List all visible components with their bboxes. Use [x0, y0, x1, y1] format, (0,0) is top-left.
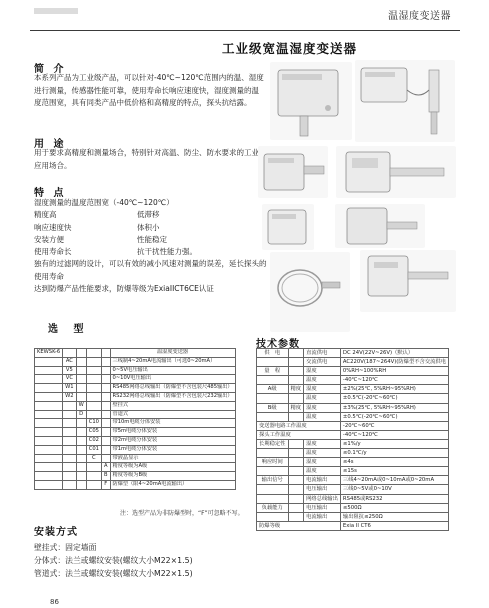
spec-label: 负载能力 [257, 503, 289, 512]
spec-parameter: 湿度 [304, 458, 341, 467]
spec-value: ±2%(25℃, 5%RH~95%RH) [340, 385, 448, 394]
selection-code: C10 [86, 419, 101, 428]
feature-item: 性能稳定 [137, 234, 167, 244]
selection-code [35, 410, 63, 419]
cable-probe-photo [270, 252, 350, 332]
feature-item: 体积小 [137, 222, 160, 232]
spec-label [257, 512, 289, 521]
spec-parameter: 温度 [304, 394, 341, 403]
spec-row [257, 494, 449, 503]
spec-parameter: 温度 [304, 449, 341, 458]
spec-row [257, 439, 449, 448]
feature-item: 低滞移 [137, 210, 160, 220]
selection-code [63, 401, 76, 410]
selection-code: W1 [63, 384, 76, 393]
spec-value: -40℃~120℃ [340, 376, 448, 385]
spec-value: ±0.5℃(-20℃~60℃) [340, 412, 448, 421]
spec-label [288, 512, 304, 521]
spec-value: AC220V(187~264V)(防爆型不含交流供电 [340, 358, 448, 367]
spec-label [257, 449, 289, 458]
selection-code [63, 436, 76, 445]
selection-code [86, 375, 101, 384]
selection-code [35, 454, 63, 463]
selection-code: C01 [86, 445, 101, 454]
feature-row [34, 209, 270, 221]
spec-label [288, 485, 304, 494]
spec-label [288, 367, 304, 376]
split-type-transmitter-photo [355, 60, 455, 142]
feature-item: 安装方便 [34, 234, 64, 244]
model-selection-body [35, 349, 236, 490]
selection-row [35, 384, 236, 393]
selection-code [63, 428, 76, 437]
selection-code [35, 428, 63, 437]
spec-value: ≤500Ω [340, 503, 448, 512]
selection-description: 带10m电缆分体安装 [110, 419, 235, 428]
selection-code [86, 410, 101, 419]
spec-parameter: 温度 [304, 412, 341, 421]
selection-description: RS485网络总线输出（防爆型不含包装尺485输出） [110, 384, 235, 393]
spec-label [257, 412, 289, 421]
duct-transmitter-display-photo [336, 146, 456, 198]
selection-description: 管道式 [110, 410, 235, 419]
selection-code [63, 472, 76, 481]
selection-code [63, 349, 76, 358]
selection-note: 注：选型产品为非防爆型时，“F”可忽略不写。 [120, 510, 244, 517]
selection-code [101, 357, 110, 366]
spec-label [288, 394, 304, 403]
selection-code [101, 401, 110, 410]
install-list [34, 542, 193, 580]
selection-code [101, 384, 110, 393]
install-line: 壁挂式：固定墙面 [34, 543, 97, 552]
page-header [0, 0, 489, 28]
selection-code: C02 [86, 436, 101, 445]
spec-value: DC 24V(22V~26V)（默认） [340, 349, 448, 358]
spec-label [288, 476, 304, 485]
selection-code [76, 392, 86, 401]
spec-label [257, 358, 289, 367]
usage-heading: 用 途 [34, 139, 67, 150]
feature-explosion-proof: 达到防爆产品性能要求，防爆等级为ExiaIICT6CE认证 [34, 284, 214, 294]
feature-item: 抗干扰性能力强。 [137, 247, 197, 257]
selection-code [86, 366, 101, 375]
spec-row [257, 376, 449, 385]
spec-row [257, 476, 449, 485]
selection-code [86, 463, 101, 472]
spec-label [288, 412, 304, 421]
tech-specs-table [256, 348, 449, 531]
selection-code: V5 [63, 366, 76, 375]
selection-code: W2 [63, 392, 76, 401]
selection-code: VC [63, 375, 76, 384]
selection-description: 带1m电缆分体安装 [110, 445, 235, 454]
features-list [34, 197, 270, 295]
selection-row [35, 454, 236, 463]
spec-row [257, 485, 449, 494]
spec-label: 输出信号 [257, 476, 289, 485]
selection-code [76, 445, 86, 454]
feature-range: 湿度测量的温度范围宽（-40℃~120℃） [34, 198, 174, 207]
spec-label [288, 358, 304, 367]
selection-code: C05 [86, 428, 101, 437]
spec-label: A级 [257, 385, 289, 394]
feature-row [34, 234, 270, 246]
spec-label [288, 449, 304, 458]
selection-code [35, 463, 63, 472]
usage-text: 用于要求高精度和测量场合，特别针对高温、防尘、防水要求的工业应用场合。 [34, 148, 259, 170]
install-line: 管道式：法兰或螺纹安装(螺纹大小M22×1.5) [34, 568, 193, 578]
spec-label: 探头工作温度 [257, 430, 341, 439]
intro-heading: 简 介 [34, 64, 67, 75]
spec-row [257, 512, 449, 521]
selection-heading: 选 型 [48, 324, 90, 335]
spec-value: 输出阻抗≤250Ω [340, 512, 448, 521]
selection-description: 防爆型（限4~20mA电流输出） [110, 480, 235, 489]
selection-code [76, 419, 86, 428]
spec-label [257, 494, 289, 503]
spec-parameter: 温度 [304, 376, 341, 385]
selection-code [35, 419, 63, 428]
spec-label [288, 467, 304, 476]
spec-row [257, 412, 449, 421]
features-heading: 特 点 [34, 188, 67, 199]
selection-code [76, 375, 86, 384]
selection-code [101, 375, 110, 384]
explosion-proof-transmitter-photo [335, 204, 425, 248]
spec-parameter: 电流输出 [304, 512, 341, 521]
selection-description: RS232网络总线输出（防爆型不含包装尺232输出） [110, 392, 235, 401]
spec-label [288, 494, 304, 503]
selection-description: 带2m电缆分体安装 [110, 436, 235, 445]
selection-code [35, 392, 63, 401]
selection-code [101, 436, 110, 445]
selection-code [35, 480, 63, 489]
selection-row [35, 445, 236, 454]
duct-transmitter-photo [258, 146, 328, 198]
spec-label [257, 485, 289, 494]
transmitter-box-photo [262, 204, 314, 250]
selection-code [63, 454, 76, 463]
spec-row [257, 467, 449, 476]
selection-row [35, 357, 236, 366]
selection-code: AC [63, 357, 76, 366]
selection-code [76, 480, 86, 489]
selection-code [76, 357, 86, 366]
selection-row [35, 463, 236, 472]
selection-row [35, 410, 236, 419]
install-line: 分体式：法兰或螺纹安装(螺纹大小M22×1.5) [34, 555, 193, 565]
spec-row [257, 385, 449, 394]
selection-code [101, 349, 110, 358]
selection-code [63, 410, 76, 419]
spec-label [288, 376, 304, 385]
spec-parameter: 湿度 [304, 367, 341, 376]
selection-code [86, 472, 101, 481]
feature-row [34, 222, 270, 234]
spec-label: 防爆等级 [257, 521, 341, 530]
spec-row [257, 503, 449, 512]
spec-value: ≤1%/y [340, 439, 448, 448]
selection-row [35, 480, 236, 489]
spec-parameter: 交流供电 [304, 358, 341, 367]
feature-paragraph: 独有的过滤网的设计，可以有效的减小风速对测量的误差，延长探头的使用寿命 [34, 259, 267, 281]
wall-mount-transmitter-photo [270, 62, 352, 140]
selection-description: 带液晶显示 [110, 454, 235, 463]
spec-label [288, 503, 304, 512]
selection-code [76, 463, 86, 472]
feature-row [34, 246, 270, 258]
spec-row [257, 521, 449, 530]
selection-row [35, 436, 236, 445]
spec-value: 三线4~20mA或0~10mA或0~20mA [340, 476, 448, 485]
selection-row [35, 366, 236, 375]
spec-parameter: 电流输出 [304, 476, 341, 485]
selection-code: C [86, 454, 101, 463]
intro-text: 本系列产品为工业级产品，可以针对-40℃~120℃范围内的温、湿度进行测量，传感器性能可靠，使用寿命长响应速度快，湿度测量的温度范围宽，具有同类产品中低价格和高精度的特点，探头抗结露。 [34, 73, 264, 108]
spec-label [288, 458, 304, 467]
selection-row [35, 472, 236, 481]
selection-description: 温湿度变送器 [110, 349, 235, 358]
selection-code [76, 436, 86, 445]
spec-value: RS485或RS232 [340, 494, 448, 503]
selection-description: 0~5V电压输出 [110, 366, 235, 375]
selection-description: 精度等级为B级 [110, 472, 235, 481]
spec-label [288, 349, 304, 358]
selection-row [35, 428, 236, 437]
selection-code [35, 401, 63, 410]
selection-code [35, 384, 63, 393]
spec-parameter: 湿度 [304, 385, 341, 394]
selection-code [76, 366, 86, 375]
spec-value: 0%RH~100%RH [340, 367, 448, 376]
spec-label: 精度 [288, 403, 304, 412]
selection-code [35, 472, 63, 481]
selection-description: 三线制4~20mA电流输出（可选0~20mA） [110, 357, 235, 366]
selection-row [35, 375, 236, 384]
specs-heading: 技术参数 [256, 339, 300, 350]
selection-code [101, 454, 110, 463]
spec-row [257, 403, 449, 412]
selection-code [86, 480, 101, 489]
install-heading: 安装方式 [34, 527, 78, 538]
spec-row [257, 449, 449, 458]
selection-description: 带5m电缆分体安装 [110, 428, 235, 437]
spec-value: -20℃~60℃ [340, 421, 448, 430]
spec-value: ≤0.1℃/y [340, 449, 448, 458]
selection-code [35, 445, 63, 454]
selection-code [63, 419, 76, 428]
selection-code: KEWSK-6 [35, 349, 63, 358]
page-number: 86 [50, 598, 59, 606]
spec-row [257, 430, 449, 439]
selection-code [76, 384, 86, 393]
selection-code [35, 375, 63, 384]
spec-label [257, 467, 289, 476]
spec-value: Exia II CT6 [340, 521, 448, 530]
selection-description: 壁挂式 [110, 401, 235, 410]
selection-code [101, 445, 110, 454]
selection-description: 精度等级为A级 [110, 463, 235, 472]
selection-code [86, 357, 101, 366]
header-logo-mark [34, 8, 78, 14]
spec-parameter: 湿度 [304, 439, 341, 448]
selection-code [101, 366, 110, 375]
selection-code [76, 428, 86, 437]
spec-parameter: 网络总线输出 [304, 494, 341, 503]
spec-label: 长期稳定性 [257, 439, 289, 448]
spec-parameter: 电压输出 [304, 503, 341, 512]
spec-label: 供 电 [257, 349, 289, 358]
feature-item: 响应速度快 [34, 222, 72, 232]
model-selection-table [34, 348, 236, 490]
spec-value: ≤4s [340, 458, 448, 467]
selection-code [35, 357, 63, 366]
page-title: 工业级宽温湿度变送器 [222, 41, 358, 56]
selection-code [101, 392, 110, 401]
spec-row [257, 349, 449, 358]
spec-row [257, 421, 449, 430]
spec-label: 量 程 [257, 367, 289, 376]
spec-row [257, 394, 449, 403]
spec-row [257, 458, 449, 467]
spec-value: ≤15s [340, 467, 448, 476]
spec-label: 精度 [288, 385, 304, 394]
selection-code: B [101, 472, 110, 481]
header-rule [30, 30, 460, 31]
tech-specs-body [257, 349, 449, 531]
spec-label: 响应时间 [257, 458, 289, 467]
selection-row [35, 349, 236, 358]
spec-parameter: 直流供电 [304, 349, 341, 358]
selection-code: A [101, 463, 110, 472]
spec-row [257, 367, 449, 376]
selection-code [76, 349, 86, 358]
selection-code [35, 436, 63, 445]
selection-code [63, 463, 76, 472]
feature-item: 精度高 [34, 210, 57, 220]
selection-description: 0~10V电压输出 [110, 375, 235, 384]
section-title: 温湿度变送器 [388, 11, 451, 22]
selection-code [101, 419, 110, 428]
selection-code [63, 445, 76, 454]
spec-label [288, 439, 304, 448]
selection-code [86, 349, 101, 358]
selection-row [35, 419, 236, 428]
spec-value: 三线0~5V或0~10V [340, 485, 448, 494]
spec-label [257, 376, 289, 385]
selection-code [86, 384, 101, 393]
selection-row [35, 392, 236, 401]
spec-parameter: 温度 [304, 467, 341, 476]
spec-value: -40℃~120℃ [340, 430, 448, 439]
selection-code: F [101, 480, 110, 489]
selection-code [86, 392, 101, 401]
spec-label: 变送器电路工作温度 [257, 421, 341, 430]
selection-code [101, 410, 110, 419]
selection-code [63, 480, 76, 489]
spec-parameter: 电压输出 [304, 485, 341, 494]
spec-value: ±3%(25℃, 5%RH~95%RH) [340, 403, 448, 412]
selection-code [86, 401, 101, 410]
selection-row [35, 401, 236, 410]
selection-code: W [76, 401, 86, 410]
selection-code [76, 472, 86, 481]
selection-code [101, 428, 110, 437]
probe-transmitter-photo [360, 250, 456, 312]
selection-code: D [76, 410, 86, 419]
spec-label [257, 394, 289, 403]
selection-code [76, 454, 86, 463]
feature-item: 使用寿命长 [34, 247, 72, 257]
spec-parameter: 湿度 [304, 403, 341, 412]
spec-label: B级 [257, 403, 289, 412]
selection-code [35, 366, 63, 375]
spec-row [257, 358, 449, 367]
spec-value: ±0.5℃(-20℃~60℃) [340, 394, 448, 403]
